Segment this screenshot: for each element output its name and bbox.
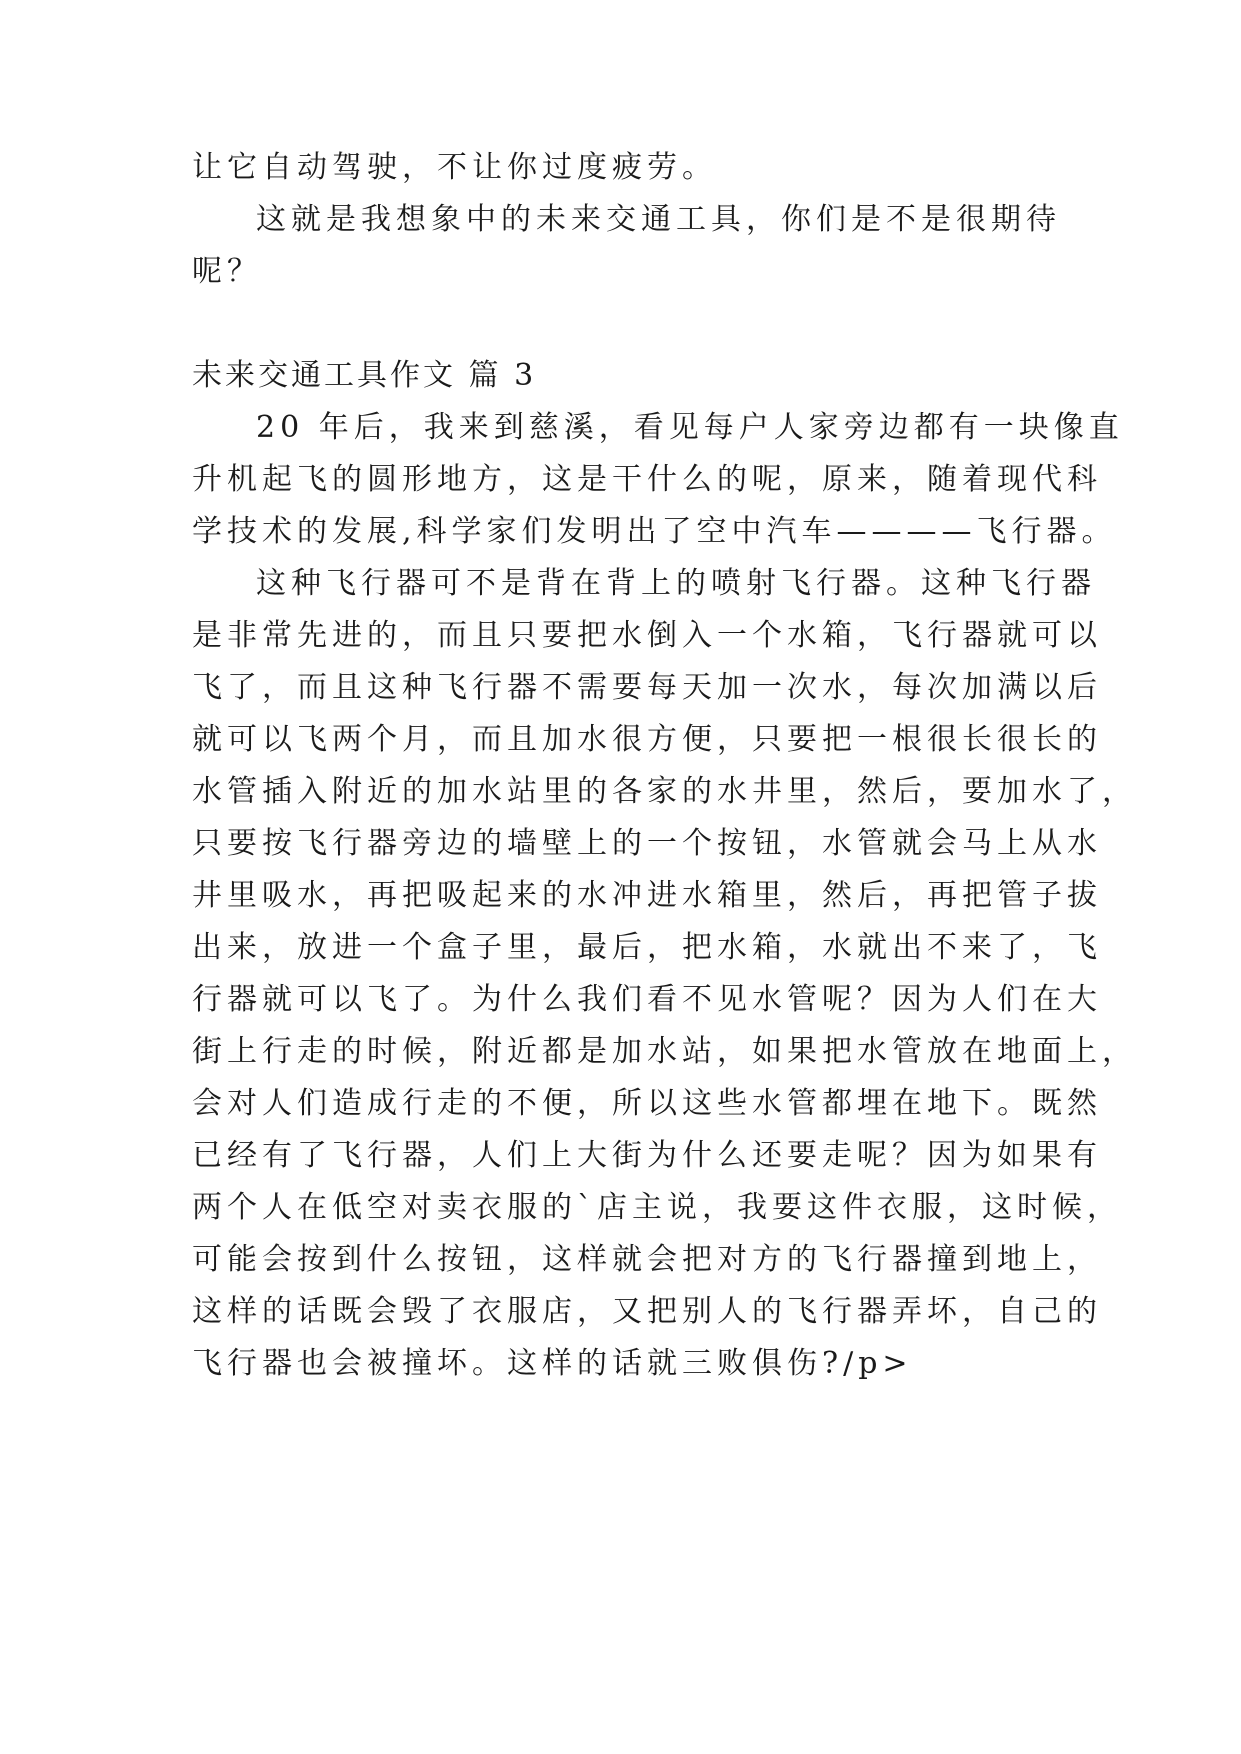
body-line: 是非常先进的，而且只要把水倒入一个水箱，飞行器就可以 bbox=[192, 618, 1102, 653]
body-line: 20 年后，我来到慈溪，看见每户人家旁边都有一块像直 bbox=[256, 410, 1124, 445]
body-line: 飞行器也会被撞坏。这样的话就三败俱伤?/p> bbox=[192, 1346, 913, 1381]
body-line: 会对人们造成行走的不便，所以这些水管都埋在地下。既然 bbox=[192, 1086, 1102, 1121]
body-line: 学技术的发展,科学家们发明出了空中汽车————飞行器。 bbox=[192, 514, 1117, 549]
body-line: 出来，放进一个盒子里，最后，把水箱，水就出不来了，飞 bbox=[192, 930, 1102, 965]
body-line: 只要按飞行器旁边的墙壁上的一个按钮，水管就会马上从水 bbox=[192, 826, 1102, 861]
body-line: 这样的话既会毁了衣服店，又把别人的飞行器弄坏，自己的 bbox=[192, 1294, 1102, 1329]
section-title: 未来交通工具作文 篇 3 bbox=[192, 358, 537, 393]
body-line: 行器就可以飞了。为什么我们看不见水管呢？因为人们在大 bbox=[192, 982, 1102, 1017]
body-line: 这种飞行器可不是背在背上的喷射飞行器。这种飞行器 bbox=[256, 566, 1096, 601]
body-line: 两个人在低空对卖衣服的`店主说，我要这件衣服，这时候， bbox=[192, 1190, 1122, 1225]
intro-line-2: 这就是我想象中的未来交通工具，你们是不是很期待 bbox=[256, 202, 1061, 237]
body-line: 街上行走的时候，附近都是加水站，如果把水管放在地面上， bbox=[192, 1034, 1137, 1069]
body-line: 已经有了飞行器，人们上大街为什么还要走呢？因为如果有 bbox=[192, 1138, 1102, 1173]
body-line: 可能会按到什么按钮，这样就会把对方的飞行器撞到地上， bbox=[192, 1242, 1102, 1277]
body-line: 飞了，而且这种飞行器不需要每天加一次水，每次加满以后 bbox=[192, 670, 1102, 705]
intro-line-1: 让它自动驾驶，不让你过度疲劳。 bbox=[192, 150, 717, 185]
body-line: 就可以飞两个月，而且加水很方便，只要把一根很长很长的 bbox=[192, 722, 1102, 757]
body-line: 井里吸水，再把吸起来的水冲进水箱里，然后，再把管子拔 bbox=[192, 878, 1102, 913]
body-line: 升机起飞的圆形地方，这是干什么的呢，原来，随着现代科 bbox=[192, 462, 1102, 497]
intro-line-3: 呢？ bbox=[192, 254, 262, 289]
body-line: 水管插入附近的加水站里的各家的水井里，然后，要加水了， bbox=[192, 774, 1137, 809]
